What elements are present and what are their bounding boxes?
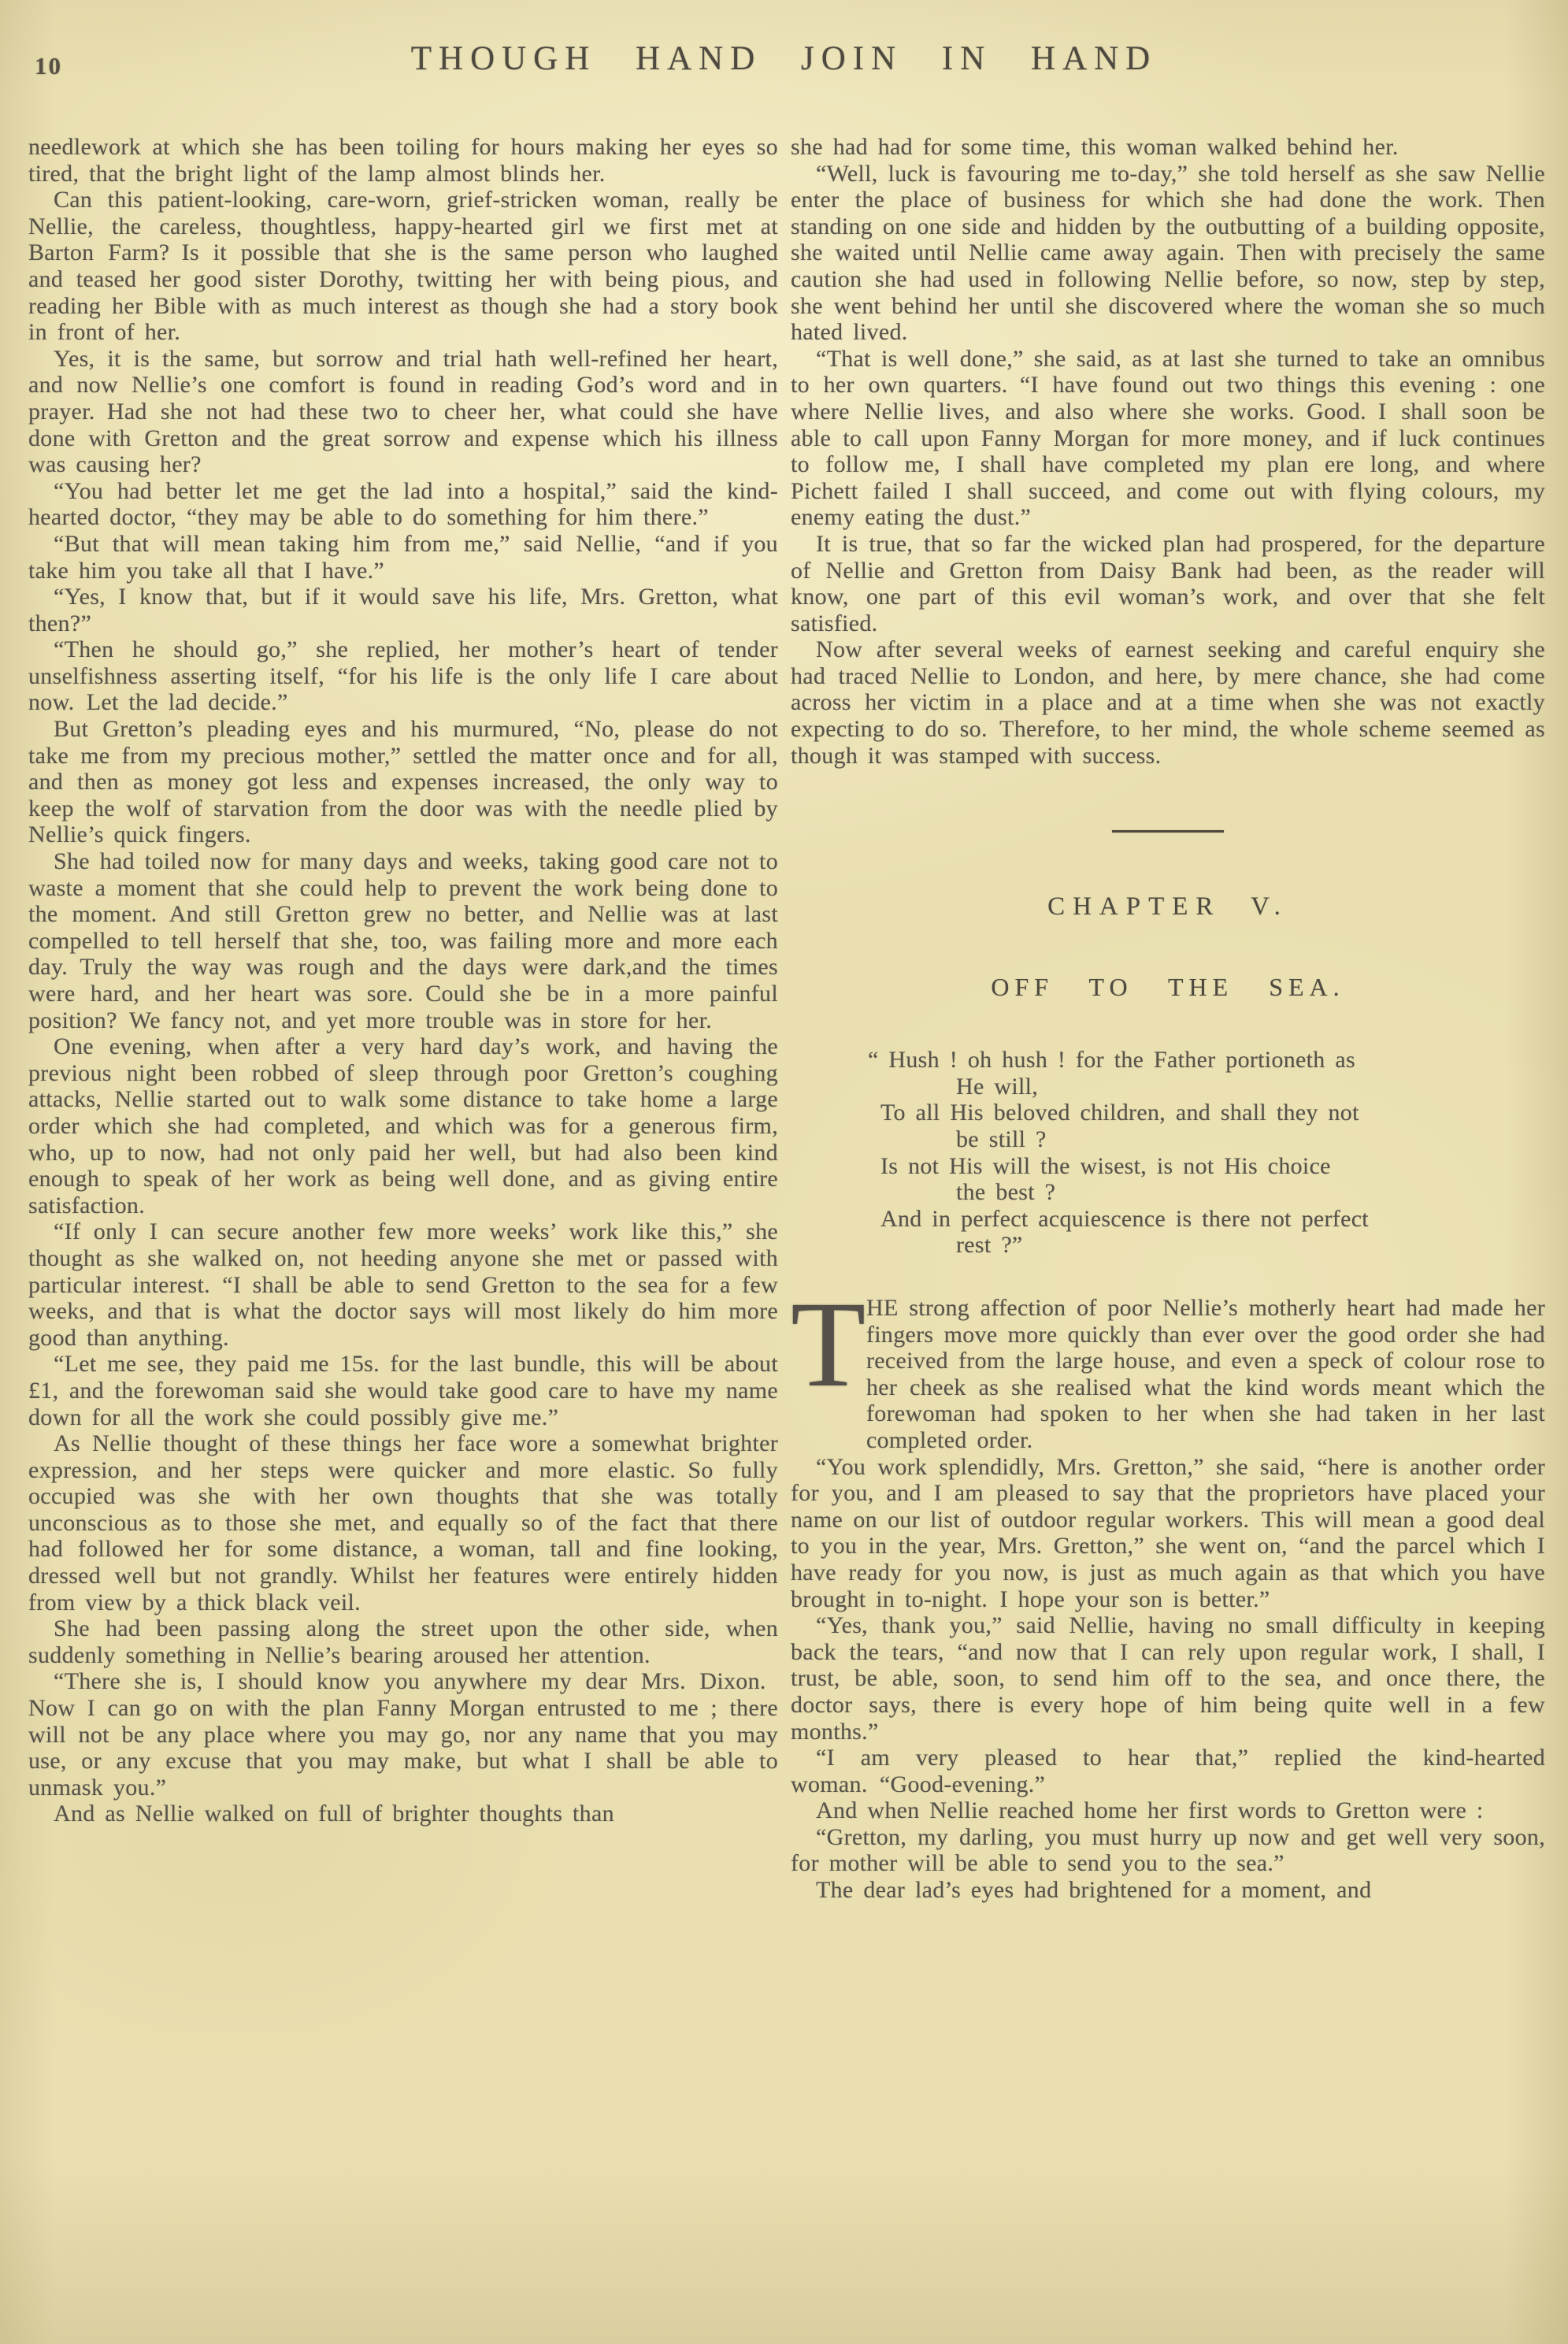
- paragraph: And when Nellie reached home her first words to Gretton were :: [816, 1797, 1484, 1824]
- paragraph: She had toiled now for many days and weeks, taking good care not to waste a moment that she could help to prevent the work being done to the moment. And still Gretton grew no better, and Nellie was at last compelled to tell herself that she, too, was failing more and more each day. Truly the way was rough and the days were dark,and the times were hard, and her heart was sore. Could she be in a more painful position? We fancy not, and yet more trouble was in store for her.: [28, 848, 778, 1033]
- paragraph: The dear lad’s eyes had brightened for a moment, and: [816, 1877, 1372, 1904]
- paragraph: And as Nellie walked on full of brighter thoughts than: [54, 1801, 614, 1827]
- paragraph: “You work splendidly, Mrs. Gretton,” she said, “here is another order for you, and I am pleased to say that the proprietors have placed your name on our list of outdoor regular workers. This will mean a good deal to you in the year, Mrs. Gretton,” she went on, “and the parcel which I have ready for you now, is just as much again as that which you have brought in to-night. I hope your son is better.”: [791, 1453, 1545, 1612]
- paragraph: “There she is, I should know you anywhere my dear Mrs. Dixon. Now I can go on with the plan Fanny Morgan entrusted to me ; there will not be any place where you may go, nor any name that you may use, or any excuse that you may make, but what I shall be able to unmask you.”: [28, 1668, 778, 1801]
- verse-line: To all His beloved children, and shall they not: [880, 1100, 1359, 1126]
- paragraph: “Yes, I know that, but if it would save his life, Mrs. Gretton, what then?”: [28, 584, 778, 636]
- paragraph: “But that will mean taking him from me,” said Nellie, “and if you take him you take all that I have.”: [28, 530, 778, 584]
- section-divider: [1112, 830, 1224, 833]
- verse-line: Is not His will the wisest, is not His choice: [880, 1152, 1331, 1179]
- paragraph: It is true, that so far the wicked plan had prospered, for the departure of Nellie and Gretton from Daisy Bank had been, as the reader will know, one part of this evil woman’s work, and over that she felt satisfied.: [791, 530, 1545, 636]
- verse-line: He will,: [956, 1073, 1039, 1100]
- paragraph: Now after several weeks of earnest seeking and careful enquiry she had traced Nellie to London, and here, by mere chance, she had come across her victim in a place and at a time when she was not exactly expecting to do so. Therefore, to her mind, the whole scheme seemed as though it was stamped with success.: [791, 636, 1545, 769]
- paragraph: “I am very pleased to hear that,” replied the kind-hearted woman. “Good-evening.”: [791, 1745, 1545, 1797]
- chapter-subheading: OFF TO THE SEA.: [991, 973, 1345, 1002]
- paragraph: One evening, when after a very hard day’s work, and having the previous night been robbed of sleep through poor Gretton’s coughing attacks, Nellie started out to walk some distance to take home a large order which she had completed, and which was for a generous firm, who, up to now, had not only paid her well, but had also been kind enough to speak of her work as being well done, and as giving entire satisfaction.: [28, 1033, 778, 1218]
- page-number: 10: [35, 52, 62, 80]
- paragraph: Can this patient-looking, care-worn, grief-stricken woman, really be Nellie, the careless, thoughtless, happy-hearted girl we first met at Barton Farm? Is it possible that she is the same person who laughed and teased her good sister Dorothy, twitting her with being pious, and reading her Bible with as much interest as though she had a story book in front of her.: [28, 187, 778, 346]
- verse-line: be still ?: [956, 1126, 1047, 1153]
- verse-line: the best ?: [956, 1179, 1056, 1206]
- paragraph: “If only I can secure another few more weeks’ work like this,” she thought as she walked on, not heeding anyone she met or passed with particular interest. “I shall be able to send Gretton to the sea for a few weeks, and that is what the doctor says will most likely do him more good than anything.: [28, 1218, 778, 1351]
- chapter-heading: CHAPTER V.: [1047, 892, 1288, 922]
- paragraph: As Nellie thought of these things her face wore a somewhat brighter expression, and her steps were quicker and more elastic. So fully occupied was she with her own thoughts that she was totally unconscious as to those she met, and equally so of the fact that there had followed her for some distance, a woman, tall and fine looking, dressed well but not grandly. Whilst her features were entirely hidden from view by a thick black veil.: [28, 1430, 778, 1615]
- chapter-verse: [791, 1047, 1545, 1259]
- paragraphs-before-break: [791, 134, 1545, 769]
- paragraph: “Yes, thank you,” said Nellie, having no small difficulty in keeping back the tears, “and now that I can rely upon regular work, I shall, I trust, be able, soon, to send him off to the sea, and once there, the doctor says, there is every hope of him being quite well in a few months.”: [791, 1612, 1545, 1745]
- paragraph: “That is well done,” she said, as at last she turned to take an omnibus to her own quarters. “I have found out two things this evening : one where Nellie lives, and also where she works. Good. I shall soon be able to call upon Fanny Morgan for more money, and if luck continues to follow me, I shall have completed my plan ere long, and where Pichett failed I shall succeed, and come out with flying colours, my enemy eating the dust.”: [791, 345, 1545, 531]
- paragraph: “Gretton, my darling, you must hurry up now and get well very soon, for mother will be able to send you to the sea.”: [791, 1823, 1545, 1877]
- paragraph: But Gretton’s pleading eyes and his murmured, “No, please do not take me from my precious mother,” settled the matter once and for all, and then as money got less and expenses increased, the only way to keep the wolf of starvation from the door was with the needle plied by Nellie’s quick fingers.: [28, 716, 778, 848]
- right-column: [791, 134, 1545, 1904]
- verse-line: “ Hush ! oh hush ! for the Father portioneth as: [868, 1047, 1355, 1074]
- running-title: THOUGH HAND JOIN IN HAND: [410, 40, 1158, 77]
- verse-line: rest ?”: [956, 1232, 1023, 1259]
- drop-cap-lead: HE: [866, 1295, 899, 1321]
- paragraph: she had had for some time, this woman walked behind her.: [791, 134, 1399, 160]
- paragraph: “Let me see, they paid me 15s. for the last bundle, this will be about £1, and the forewoman said she would take good care to have my name down for all the work she could possibly give me.”: [28, 1351, 778, 1430]
- paragraph: needlework at which she has been toiling for hours making her eyes so tired, that the bright light of the lamp almost blinds her.: [28, 134, 778, 187]
- paragraphs-after-break: [791, 1454, 1545, 1904]
- drop-cap-text: strong affection of poor Nellie’s motherly heart had made her fingers move more quickly than ever over the good order she had received from the large house, and even a speck of colour rose to her cheek as she realised what the kind words meant which the forewoman had spoken to her when she had taken in her last completed order.: [866, 1295, 1545, 1453]
- verse-line: And in perfect acquiescence is there not perfect: [880, 1205, 1369, 1232]
- paragraph: Yes, it is the same, but sorrow and trial hath well-refined her heart, and now Nellie’s one comfort is found in reading God’s word and in prayer. Had she not had these two to cheer her, what could she have done with Gretton and the great sorrow and expense which his illness was causing her?: [28, 345, 778, 478]
- drop-cap-initial: T: [791, 1276, 866, 1412]
- paragraph: She had been passing along the street upon the other side, when suddenly something in Nellie’s bearing aroused her attention.: [28, 1615, 778, 1668]
- paragraph: “You had better let me get the lad into a hospital,” said the kind-hearted doctor, “they may be able to do something for him there.”: [28, 477, 778, 531]
- drop-cap-paragraph: [791, 1276, 1545, 1454]
- left-column: [28, 134, 778, 1827]
- paragraph: “Well, luck is favouring me to-day,” she told herself as she saw Nellie enter the place of business for which she had done the work. Then standing on one side and hidden by the outbutting of a building opposite, she waited until Nellie came away again. Then with precisely the same caution she had used in following Nellie before, so now, step by step, she went behind her until she discovered where the woman she so much hated lived.: [791, 160, 1545, 346]
- paragraph: “Then he should go,” she replied, her mother’s heart of tender unselfishness asserting itself, “for his life is the only life I care about now. Let the lad decide.”: [28, 636, 778, 716]
